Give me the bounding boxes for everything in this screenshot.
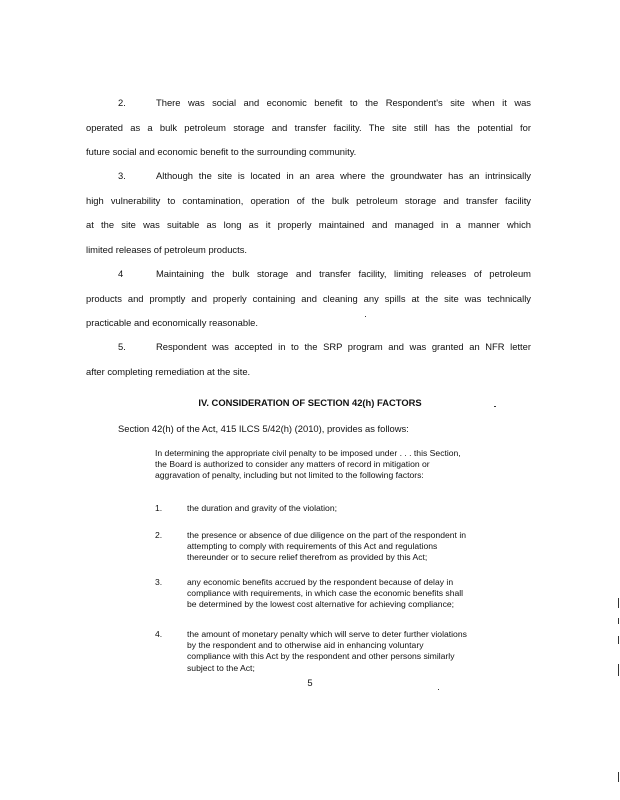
paragraph-line: at the site was suitable as long as it properly maintained and managed in a manner which — [86, 219, 531, 231]
page-number: 5 — [307, 677, 313, 688]
factor-number: 1. — [155, 503, 163, 513]
paragraph-5 — [86, 335, 531, 384]
paragraph-line: future social and economic benefit to the surrounding community. — [86, 146, 357, 158]
quote-line: aggravation of penalty, including but not limited to the following factors: — [155, 470, 424, 481]
factor-line: thereunder or to secure relief therefrom as provided by this Act; — [187, 552, 428, 563]
paragraph-text: Respondent was accepted in to the SRP program and was granted an NFR letter — [156, 341, 531, 352]
factor-number: 4. — [155, 629, 163, 639]
factor-line: by the respondent and to otherwise aid in enhancing voluntary — [187, 640, 424, 651]
section-heading: IV. CONSIDERATION OF SECTION 42(h) FACTORS — [198, 397, 422, 408]
factor-line: the amount of monetary penalty which will serve to deter further violations — [187, 629, 467, 639]
paragraph-3 — [86, 164, 531, 262]
paragraph-line: operated as a bulk petroleum storage and transfer facility. The site still has the potential for — [86, 121, 531, 133]
paragraph-4 — [86, 262, 531, 336]
paragraph-number: 4 — [118, 268, 124, 279]
paragraph-line — [86, 164, 531, 189]
factor-line: be determined by the lowest cost alternative for achieving compliance; — [187, 599, 455, 610]
scan-edge-mark — [618, 664, 619, 676]
paragraph-line — [86, 91, 531, 116]
scan-edge-mark — [618, 772, 619, 782]
paragraph-line — [86, 335, 531, 360]
scan-speck — [438, 689, 439, 690]
factor-line: subject to the Act; — [187, 662, 255, 673]
scan-speck — [365, 316, 366, 317]
paragraph-text: There was social and economic benefit to the Respondent's site when it was — [156, 97, 531, 108]
factor-line: any economic benefits accrued by the respondent because of delay in — [187, 577, 454, 587]
paragraph-text: Although the site is located in an area where the groundwater has an intrinsically — [156, 170, 531, 181]
factor-line: the duration and gravity of the violation; — [187, 503, 338, 513]
paragraph-line: high vulnerability to contamination, operation of the bulk petroleum storage and transfer facility — [86, 194, 531, 206]
paragraph-line: limited releases of petroleum products. — [86, 243, 248, 255]
quote-line: the Board is authorized to consider any matters of record in mitigation or — [155, 459, 430, 470]
factor-line: attempting to comply with requirements of this Act and regulations — [187, 541, 438, 552]
factor-line: compliance with requirements, in which case the economic benefits shall — [187, 588, 464, 599]
paragraph-line: practicable and economically reasonable. — [86, 317, 258, 329]
paragraph-number: 3. — [118, 170, 126, 181]
scan-speck — [494, 406, 496, 407]
paragraph-2 — [86, 91, 531, 165]
factor-line: compliance with this Act by the respondent and other persons similarly — [187, 651, 455, 662]
factor-line: the presence or absence of due diligence on the part of the respondent in — [187, 530, 467, 540]
statute-quote — [155, 448, 532, 482]
factor-number: 2. — [155, 530, 163, 540]
section-intro: Section 42(h) of the Act, 415 ILCS 5/42(h) (2010), provides as follows: — [118, 423, 409, 434]
paragraph-number: 2. — [118, 97, 126, 108]
paragraph-line: products and promptly and properly containing and cleaning any spills at the site was technically — [86, 292, 531, 304]
factor-number: 3. — [155, 577, 163, 587]
paragraph-line — [86, 262, 531, 287]
scan-edge-mark — [618, 636, 619, 644]
scan-edge-mark — [618, 618, 619, 624]
paragraph-line: after completing remediation at the site. — [86, 365, 251, 377]
paragraph-number: 5. — [118, 341, 126, 352]
scan-edge-mark — [618, 598, 619, 608]
paragraph-text: Maintaining the bulk storage and transfer facility, limiting releases of petroleum — [156, 268, 531, 279]
quote-line: In determining the appropriate civil penalty to be imposed under . . . this Section, — [155, 448, 461, 458]
